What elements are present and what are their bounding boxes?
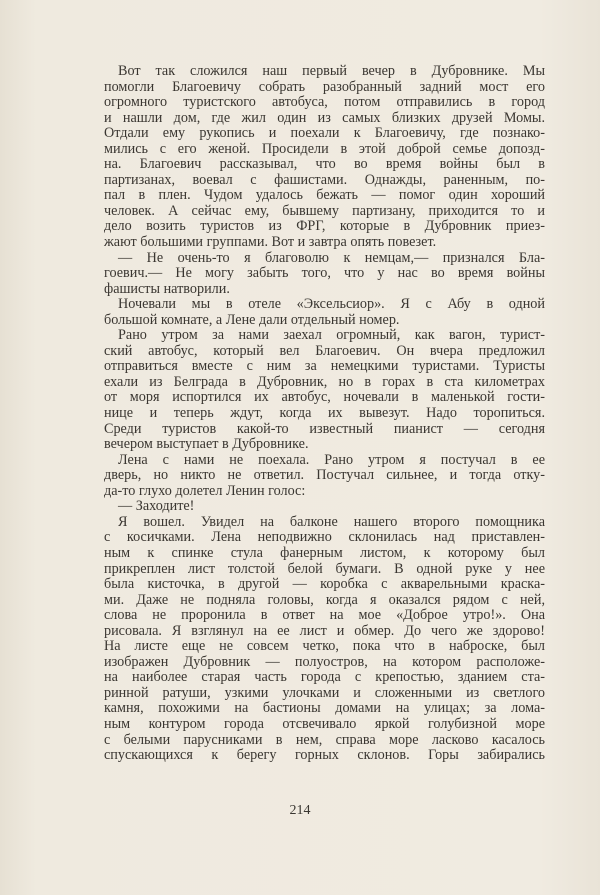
text-line: отправиться вместе с ним за немецкими туристами. Туристы — [104, 358, 545, 375]
text-line: Лена с нами не поехала. Рано утром я постучал в ее — [118, 451, 545, 468]
text-line: На листе еще не совсем четко, пока что в наброске, был — [104, 638, 545, 655]
text-line: на наиболее старая часть города с крепостью, зданием ста- — [104, 669, 545, 686]
text-line: слова не проронила в ответ на мое «Доброе утро!». Она — [104, 607, 545, 624]
text-line: фашисты натворили. — [104, 280, 230, 297]
text-line: помогли Благоевичу собрать разобранный задний мост его — [104, 78, 545, 95]
body-text — [104, 64, 545, 764]
text-line: ным контуром города отсвечивало яркой голубизной море — [104, 715, 545, 732]
text-line: ным к спинке стула фанерным листом, к которому был — [104, 544, 545, 561]
text-line: рисовала. Я взглянул на ее лист и обмер. До чего же здорово! — [104, 622, 545, 639]
text-line: спускающихся к берегу горных склонов. Горы забирались — [104, 747, 545, 764]
text-line: пал в плен. Чудом удалось бежать — помог один хороший — [104, 187, 545, 204]
text-line: от моря испортился их автобус, ночевали в маленькой гости- — [104, 389, 545, 406]
text-line: ехали из Белграда в Дубровник, но в горах в ста километрах — [104, 373, 545, 390]
text-line: гоевич.— Не могу забыть того, что у нас во время войны — [104, 265, 545, 282]
text-line: Отдали ему рукопись и поехали к Благоевичу, где познако- — [104, 125, 545, 142]
text-line: прикреплен лист толстой белой бумаги. В одной руке у нее — [104, 560, 545, 577]
text-line: мились с его женой. Просидели в этой доброй семье допозд- — [104, 140, 545, 157]
text-line: была кисточка, в другой — коробка с акварельными краска- — [104, 576, 545, 593]
text-line: ский автобус, который вел Благоевич. Он вчера предложил — [104, 342, 545, 359]
text-line: да-то глухо долетел Ленин голос: — [104, 482, 306, 499]
text-line: вечером выступает в Дубровнике. — [104, 436, 309, 453]
text-line: — Заходите! — [118, 498, 195, 515]
text-line: большой комнате, а Лене дали отдельный номер. — [104, 311, 400, 328]
text-line: нице и теперь ждут, когда их вывезут. Надо торопиться. — [104, 405, 545, 422]
text-line: изображен Дубровник — полуостров, на котором расположе- — [104, 653, 545, 670]
text-line: Ночевали мы в отеле «Эксельсиор». Я с Абу в одной — [118, 296, 545, 313]
text-line: — Не очень-то я благоволю к немцам,— признался Бла- — [118, 249, 545, 266]
text-line: Среди туристов какой-то известный пианист — сегодня — [104, 420, 545, 437]
text-line: ми. Даже не подняла головы, когда я оказался рядом с ней, — [104, 591, 545, 608]
text-line: ринной ратуши, узкими улочками и сложенными из светлого — [104, 684, 545, 701]
text-line: партизанах, воевал с фашистами. Однажды, раненным, по- — [104, 171, 545, 188]
text-line: человек. А сейчас ему, бывшему партизану, приходится то и — [104, 202, 545, 219]
text-line: и нашли дом, где жил один из самых близких друзей Момы. — [104, 109, 545, 126]
text-line: Я вошел. Увидел на балконе нашего второго помощника — [118, 513, 545, 530]
text-line: огромного туристского автобуса, потом отправились в город — [104, 94, 545, 111]
page-number: 214 — [289, 803, 311, 818]
text-line: с косичками. Лена неподвижно склонилась над приставлен- — [104, 529, 545, 546]
text-line: Вот так сложился наш первый вечер в Дубровнике. Мы — [118, 63, 545, 79]
text-line: дверь, но никто не ответил. Постучал сильнее, и тогда отку- — [104, 467, 545, 484]
text-line: на. Благоевич рассказывал, что во время войны был в — [104, 156, 545, 173]
text-line: дело возить туристов из ФРГ, которые в Дубровник приез- — [104, 218, 545, 235]
text-line: Рано утром за нами заехал огромный, как вагон, турист- — [118, 327, 545, 344]
text-line: камня, похожими на бастионы домами на улицах; за лома- — [104, 700, 545, 717]
text-line: с белыми парусниками в нем, справа море ласково касалось — [104, 731, 545, 748]
text-line: жают большими группами. Вот и завтра опять повезет. — [104, 234, 437, 251]
